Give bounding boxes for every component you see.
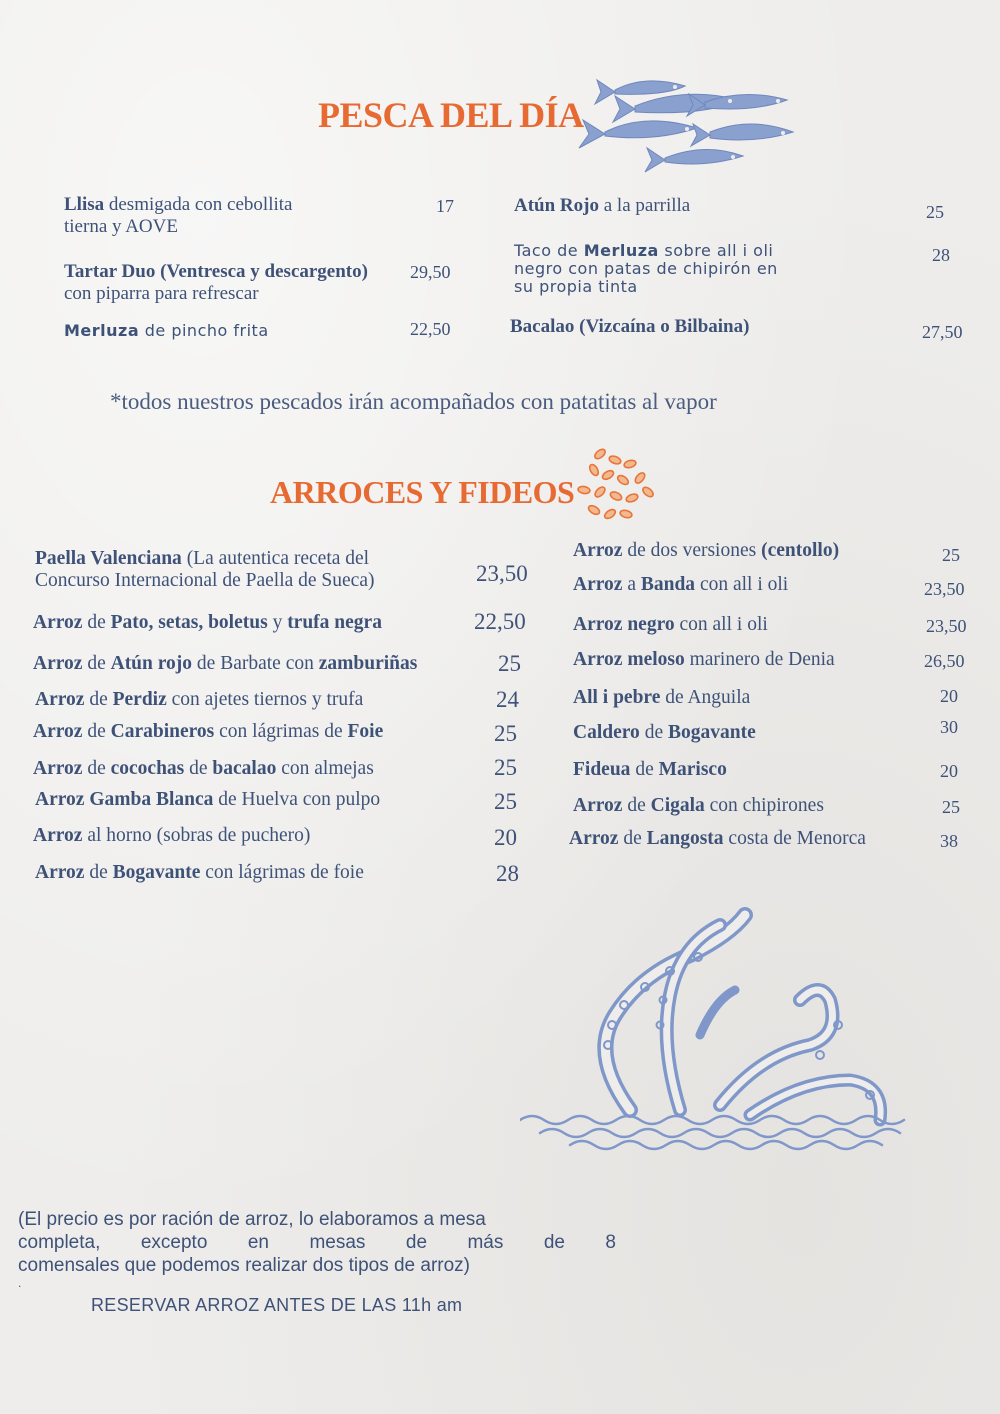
arroz-item-cigala: Arroz de Cigala con chipirones [573, 795, 824, 816]
pesca-item-taco-merluza: Taco de Merluza sobre all i oli negro con patas de chipirón en su propia tinta [514, 241, 778, 296]
pesca-item-tartar: Tartar Duo (Ventresca y descargento) con piparra para refrescar [64, 261, 368, 304]
arroz-item-bogavante: Arroz de Bogavante con lágrimas de foie [35, 862, 364, 883]
arroz-item-meloso: Arroz meloso marinero de Denia [573, 649, 835, 670]
arroz-item-negro: Arroz negro con all i oli [573, 614, 768, 635]
arroz-price-paella: 23,50 [476, 561, 528, 586]
pesca-note: *todos nuestros pescados irán acompañados con patatitas al vapor [110, 389, 717, 414]
arroz-item-atun: Arroz de Atún rojo de Barbate con zamburiñas [33, 653, 418, 674]
arroz-price-dos-versiones: 25 [942, 545, 960, 565]
rice-grains-icon [570, 442, 660, 527]
pesca-item-merluza: Merluza de pincho frita [64, 321, 269, 340]
arroces-title: ARROCES Y FIDEOS [270, 474, 575, 510]
octopus-icon [520, 905, 920, 1155]
pesca-item-llisa: Llisa desmigada con cebollita tierna y AOVE [64, 194, 293, 237]
arroz-item-horno: Arroz al horno (sobras de puchero) [33, 825, 311, 846]
arroz-price-carabineros: 25 [494, 721, 517, 746]
arroz-item-pato: Arroz de Pato, setas, boletus y trufa negra [33, 612, 382, 633]
reserve-note: RESERVAR ARROZ ANTES DE LAS 11h am [91, 1295, 463, 1315]
pesca-price-bacalao: 27,50 [922, 322, 963, 342]
arroz-item-cocochas: Arroz de cocochas de bacalao con almejas [33, 758, 374, 779]
arroz-price-bogavante: 28 [496, 861, 519, 886]
pesca-item-bacalao: Bacalao (Vizcaína o Bilbaina) [510, 316, 750, 337]
arroz-price-negro: 23,50 [926, 616, 967, 636]
pesca-price-tartar: 29,50 [410, 262, 451, 282]
fish-school-icon [575, 72, 800, 182]
arroz-item-fideua: Fideua de Marisco [573, 759, 727, 780]
pesca-item-atun: Atún Rojo a la parrilla [514, 195, 691, 216]
arroz-price-meloso: 26,50 [924, 651, 965, 671]
footer-dot: . [18, 1276, 22, 1290]
arroz-price-horno: 20 [494, 825, 517, 850]
arroz-item-carabineros: Arroz de Carabineros con lágrimas de Foie [33, 721, 384, 742]
arroz-item-banda: Arroz a Banda con all i oli [573, 574, 789, 595]
pesca-price-llisa: 17 [436, 196, 454, 216]
arroz-item-paella: Paella Valenciana (La autentica receta del Concurso Internacional de Paella de Sueca) [35, 548, 375, 591]
pesca-price-merluza: 22,50 [410, 319, 451, 339]
arroz-price-cocochas: 25 [494, 755, 517, 780]
footer-note-line3: comensales que podemos realizar dos tipos de arroz) [18, 1255, 471, 1276]
arroz-item-gamba: Arroz Gamba Blanca de Huelva con pulpo [35, 789, 381, 810]
arroz-item-caldero: Caldero de Bogavante [573, 722, 756, 743]
pesca-price-taco-merluza: 28 [932, 245, 950, 265]
arroz-item-langosta: Arroz de Langosta costa de Menorca [569, 828, 866, 849]
arroz-item-perdiz: Arroz de Perdiz con ajetes tiernos y trufa [35, 689, 364, 710]
arroz-item-all-i-pebre: All i pebre de Anguila [573, 687, 751, 708]
pesca-price-atun: 25 [926, 202, 944, 222]
arroz-price-gamba: 25 [494, 789, 517, 814]
arroz-price-all-i-pebre: 20 [940, 686, 958, 706]
footer-note-line2: completa, excepto en mesas de más de 8 [18, 1232, 616, 1253]
arroz-item-dos-versiones: Arroz de dos versiones (centollo) [573, 540, 840, 561]
arroz-price-banda: 23,50 [924, 579, 965, 599]
arroz-price-cigala: 25 [942, 797, 960, 817]
footer-note-line1: (El precio es por ración de arroz, lo elaboramos a mesa [18, 1209, 486, 1230]
arroz-price-perdiz: 24 [496, 687, 519, 712]
arroz-price-pato: 22,50 [474, 609, 526, 634]
arroz-price-caldero: 30 [940, 717, 958, 737]
arroz-price-langosta: 38 [940, 831, 958, 851]
arroz-price-atun: 25 [498, 651, 521, 676]
pesca-title: PESCA DEL DÍA [318, 95, 584, 135]
arroz-price-fideua: 20 [940, 761, 958, 781]
footer-note [18, 1208, 616, 1277]
